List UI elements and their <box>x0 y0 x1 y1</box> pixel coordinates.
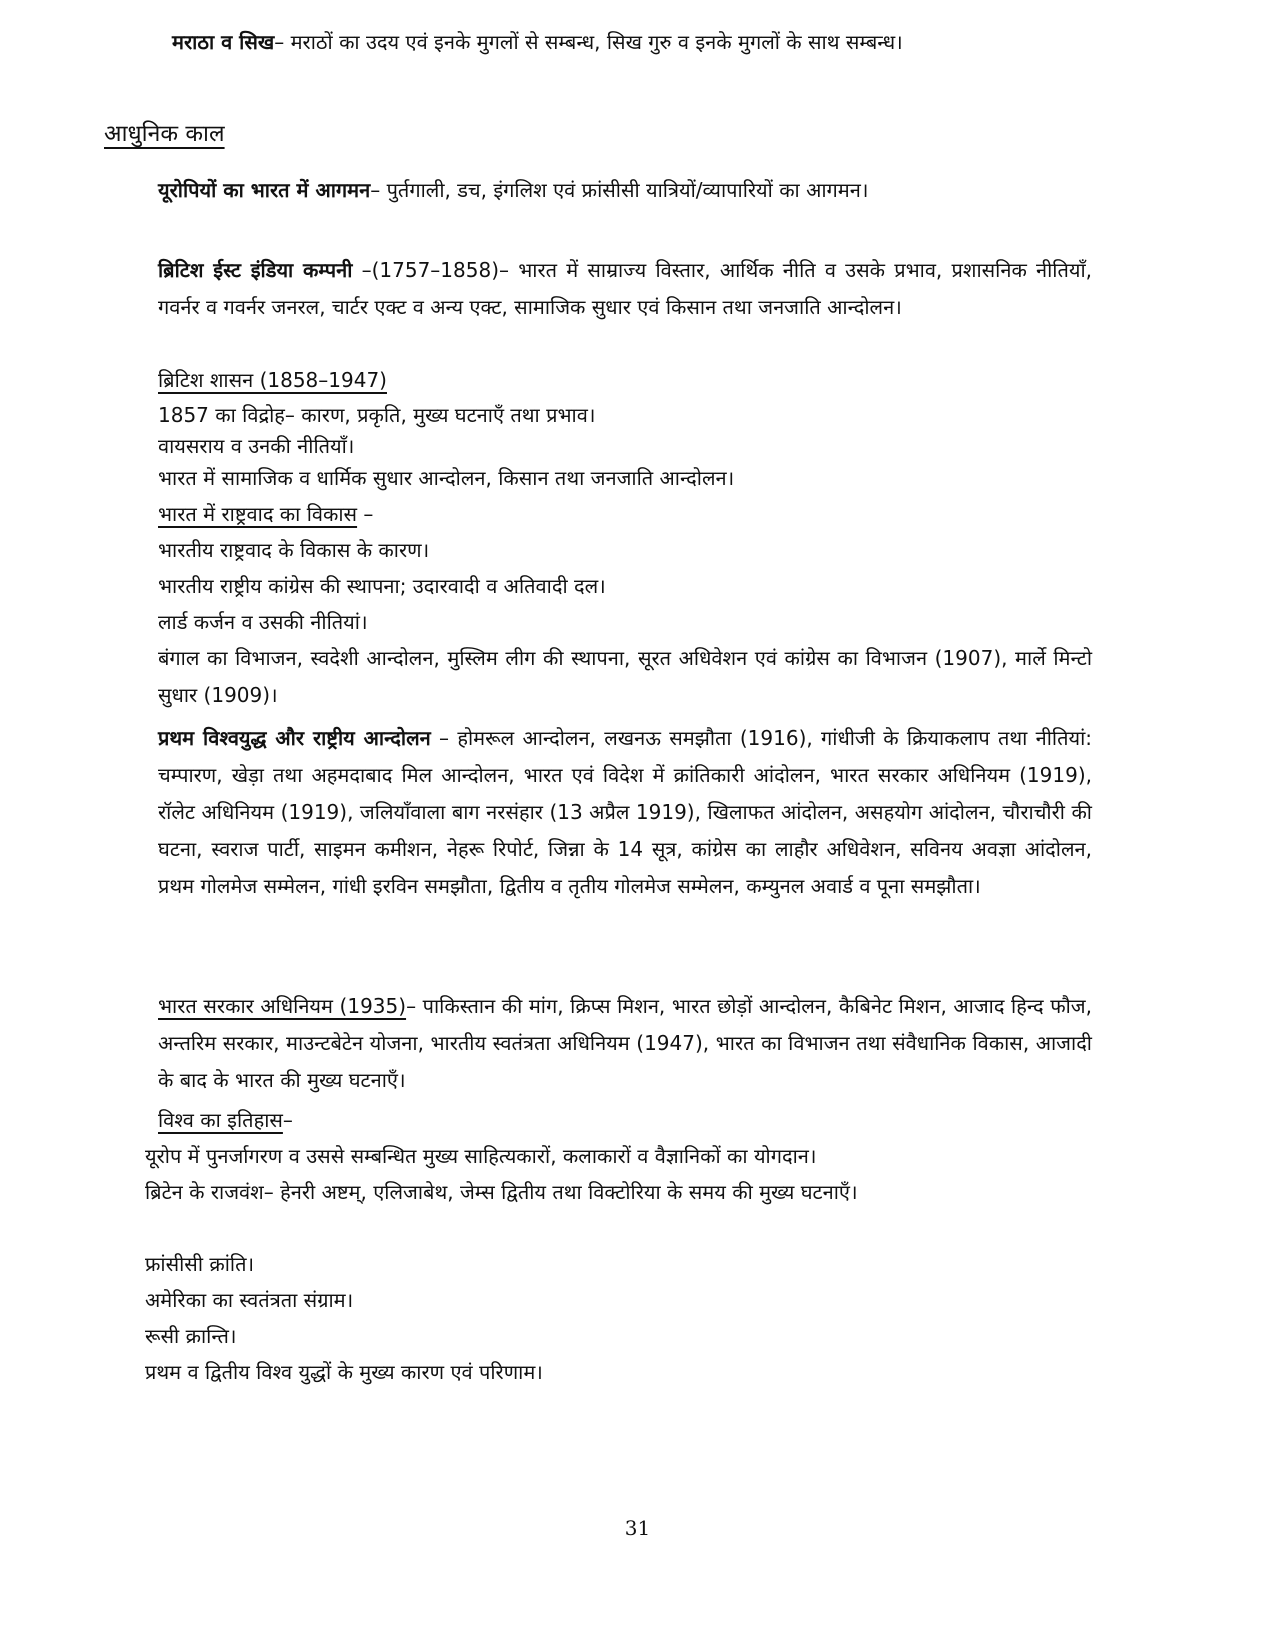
world-history-item: रूसी क्रान्ति। <box>145 1324 237 1348</box>
nationalism-item: भारतीय राष्ट्रीय कांग्रेस की स्थापना; उदारवादी व अतिवादी दल। <box>158 574 606 598</box>
maratha-sikh-paragraph <box>172 24 1092 61</box>
nationalism-heading-line <box>158 496 373 533</box>
page-number: 31 <box>624 1516 651 1540</box>
british-rule-item: वायसराय व उनकी नीतियाँ। <box>158 434 355 458</box>
nationalism-heading: भारत में राष्ट्रवाद का विकास <box>158 502 358 526</box>
world-history-heading: विश्व का इतिहास <box>158 1108 283 1132</box>
maratha-sikh-text: – मराठों का उदय एवं इनके मुगलों से सम्बन्ध, सिख गुरु व इनके मुगलों के साथ सम्बन्ध। <box>274 30 903 54</box>
world-history-heading-line <box>158 1102 293 1139</box>
nationalism-heading-dash: – <box>357 502 374 526</box>
east-india-company-paragraph <box>158 252 1092 326</box>
goi-act-1935-heading: भारत सरकार अधिनियम (1935) <box>158 994 407 1018</box>
world-history-item: फ्रांसीसी क्रांति। <box>145 1252 255 1276</box>
europeans-heading: यूरोपियों का भारत में आगमन <box>158 178 371 202</box>
east-india-company-text: –(1757–1858)– भारत में साम्राज्य विस्तार, आर्थिक नीति व उसके प्रभाव, प्रशासनिक नीतियाँ, गवर्नर व गवर्नर जनरल, चार्टर एक्ट व अन्य एक्ट, सामाजिक सुधार एवं किसान तथा जनजाति आन्दोलन। <box>158 258 1092 319</box>
world-history-item: अमेरिका का स्वतंत्रता संग्राम। <box>145 1288 354 1312</box>
bengal-partition-paragraph: बंगाल का विभाजन, स्वदेशी आन्दोलन, मुस्लिम लीग की स्थापना, सूरत अधिवेशन एवं कांग्रेस का विभाजन (1907), मार्ले मिन्टो सुधार (1909)। <box>158 646 1092 707</box>
british-rule-item: 1857 का विद्रोह– कारण, प्रकृति, मुख्य घटनाएँ तथा प्रभाव। <box>158 403 596 427</box>
maratha-sikh-heading: मराठा व सिख <box>172 30 275 54</box>
british-rule-item: भारत में सामाजिक व धार्मिक सुधार आन्दोलन, किसान तथा जनजाति आन्दोलन। <box>158 466 735 490</box>
modern-period-title: आधुनिक काल <box>104 121 225 147</box>
british-rule-heading: ब्रिटिश शासन (1858–1947) <box>158 368 387 392</box>
nationalism-item: लार्ड कर्जन व उसकी नीतियां। <box>158 610 368 634</box>
ww1-movement-paragraph <box>158 720 1092 905</box>
world-history-heading-dash: – <box>282 1108 293 1132</box>
renaissance-item: यूरोप में पुनर्जागरण व उससे सम्बन्धित मुख्य साहित्यकारों, कलाकारों व वैज्ञानिकों का योगदान। <box>145 1144 817 1168</box>
goi-act-1935-paragraph <box>158 988 1092 1099</box>
east-india-company-heading: ब्रिटिश ईस्ट इंडिया कम्पनी <box>158 258 353 282</box>
britain-dynasties-item: ब्रिटेन के राजवंश– हेनरी अष्टम्, एलिजाबेथ, जेम्स द्वितीय तथा विक्टोरिया के समय की मुख्य घटनाएँ। <box>145 1180 858 1204</box>
goi-act-1935-text: – पाकिस्तान की मांग, क्रिप्स मिशन, भारत छोड़ों आन्दोलन, कैबिनेट मिशन, आजाद हिन्द फौज, अन्तरिम सरकार, माउन्टबेटेन योजना, भारतीय स्वतंत्रता अधिनियम (1947), भारत का विभाजन तथा संवैधानिक विकास, आजादी के बाद के भारत की मुख्य घटनाएँ। <box>158 994 1092 1092</box>
ww1-movement-text: – होमरूल आन्दोलन, लखनऊ समझौता (1916), गांधीजी के क्रियाकलाप तथा नीतियां: चम्पारण, खेड़ा तथा अहमदाबाद मिल आन्दोलन, भारत एवं विदेश में क्रांतिकारी आंदोलन, भारत सरकार अधिनियम (1919), रॉलेट अधिनियम (1919), जलियाँवाला बाग नरसंहार (13 अप्रैल 1919), खिलाफत आंदोलन, असहयोग आंदोलन, चौराचौरी की घटना, स्वराज पार्टी, साइमन कमीशन, नेहरू रिपोर्ट, जिन्ना के 14 सूत्र, कांग्रेस का लाहौर अधिवेशन, सविनय अवज्ञा आंदोलन, प्रथम गोलमेज सम्मेलन, गांधी इरविन समझौता, द्वितीय व तृतीय गोलमेज सम्मेलन, कम्युनल अवार्ड व पूना समझौता। <box>158 726 1092 898</box>
nationalism-item: भारतीय राष्ट्रवाद के विकास के कारण। <box>158 538 430 562</box>
ww1-movement-heading: प्रथम विश्वयुद्ध और राष्ट्रीय आन्दोलन <box>158 726 431 750</box>
europeans-text: – पुर्तगाली, डच, इंगलिश एवं फ्रांसीसी यात्रियों/व्यापारियों का आगमन। <box>370 178 869 202</box>
world-history-item: प्रथम व द्वितीय विश्व युद्धों के मुख्य कारण एवं परिणाम। <box>145 1360 543 1384</box>
europeans-paragraph <box>158 172 1092 209</box>
